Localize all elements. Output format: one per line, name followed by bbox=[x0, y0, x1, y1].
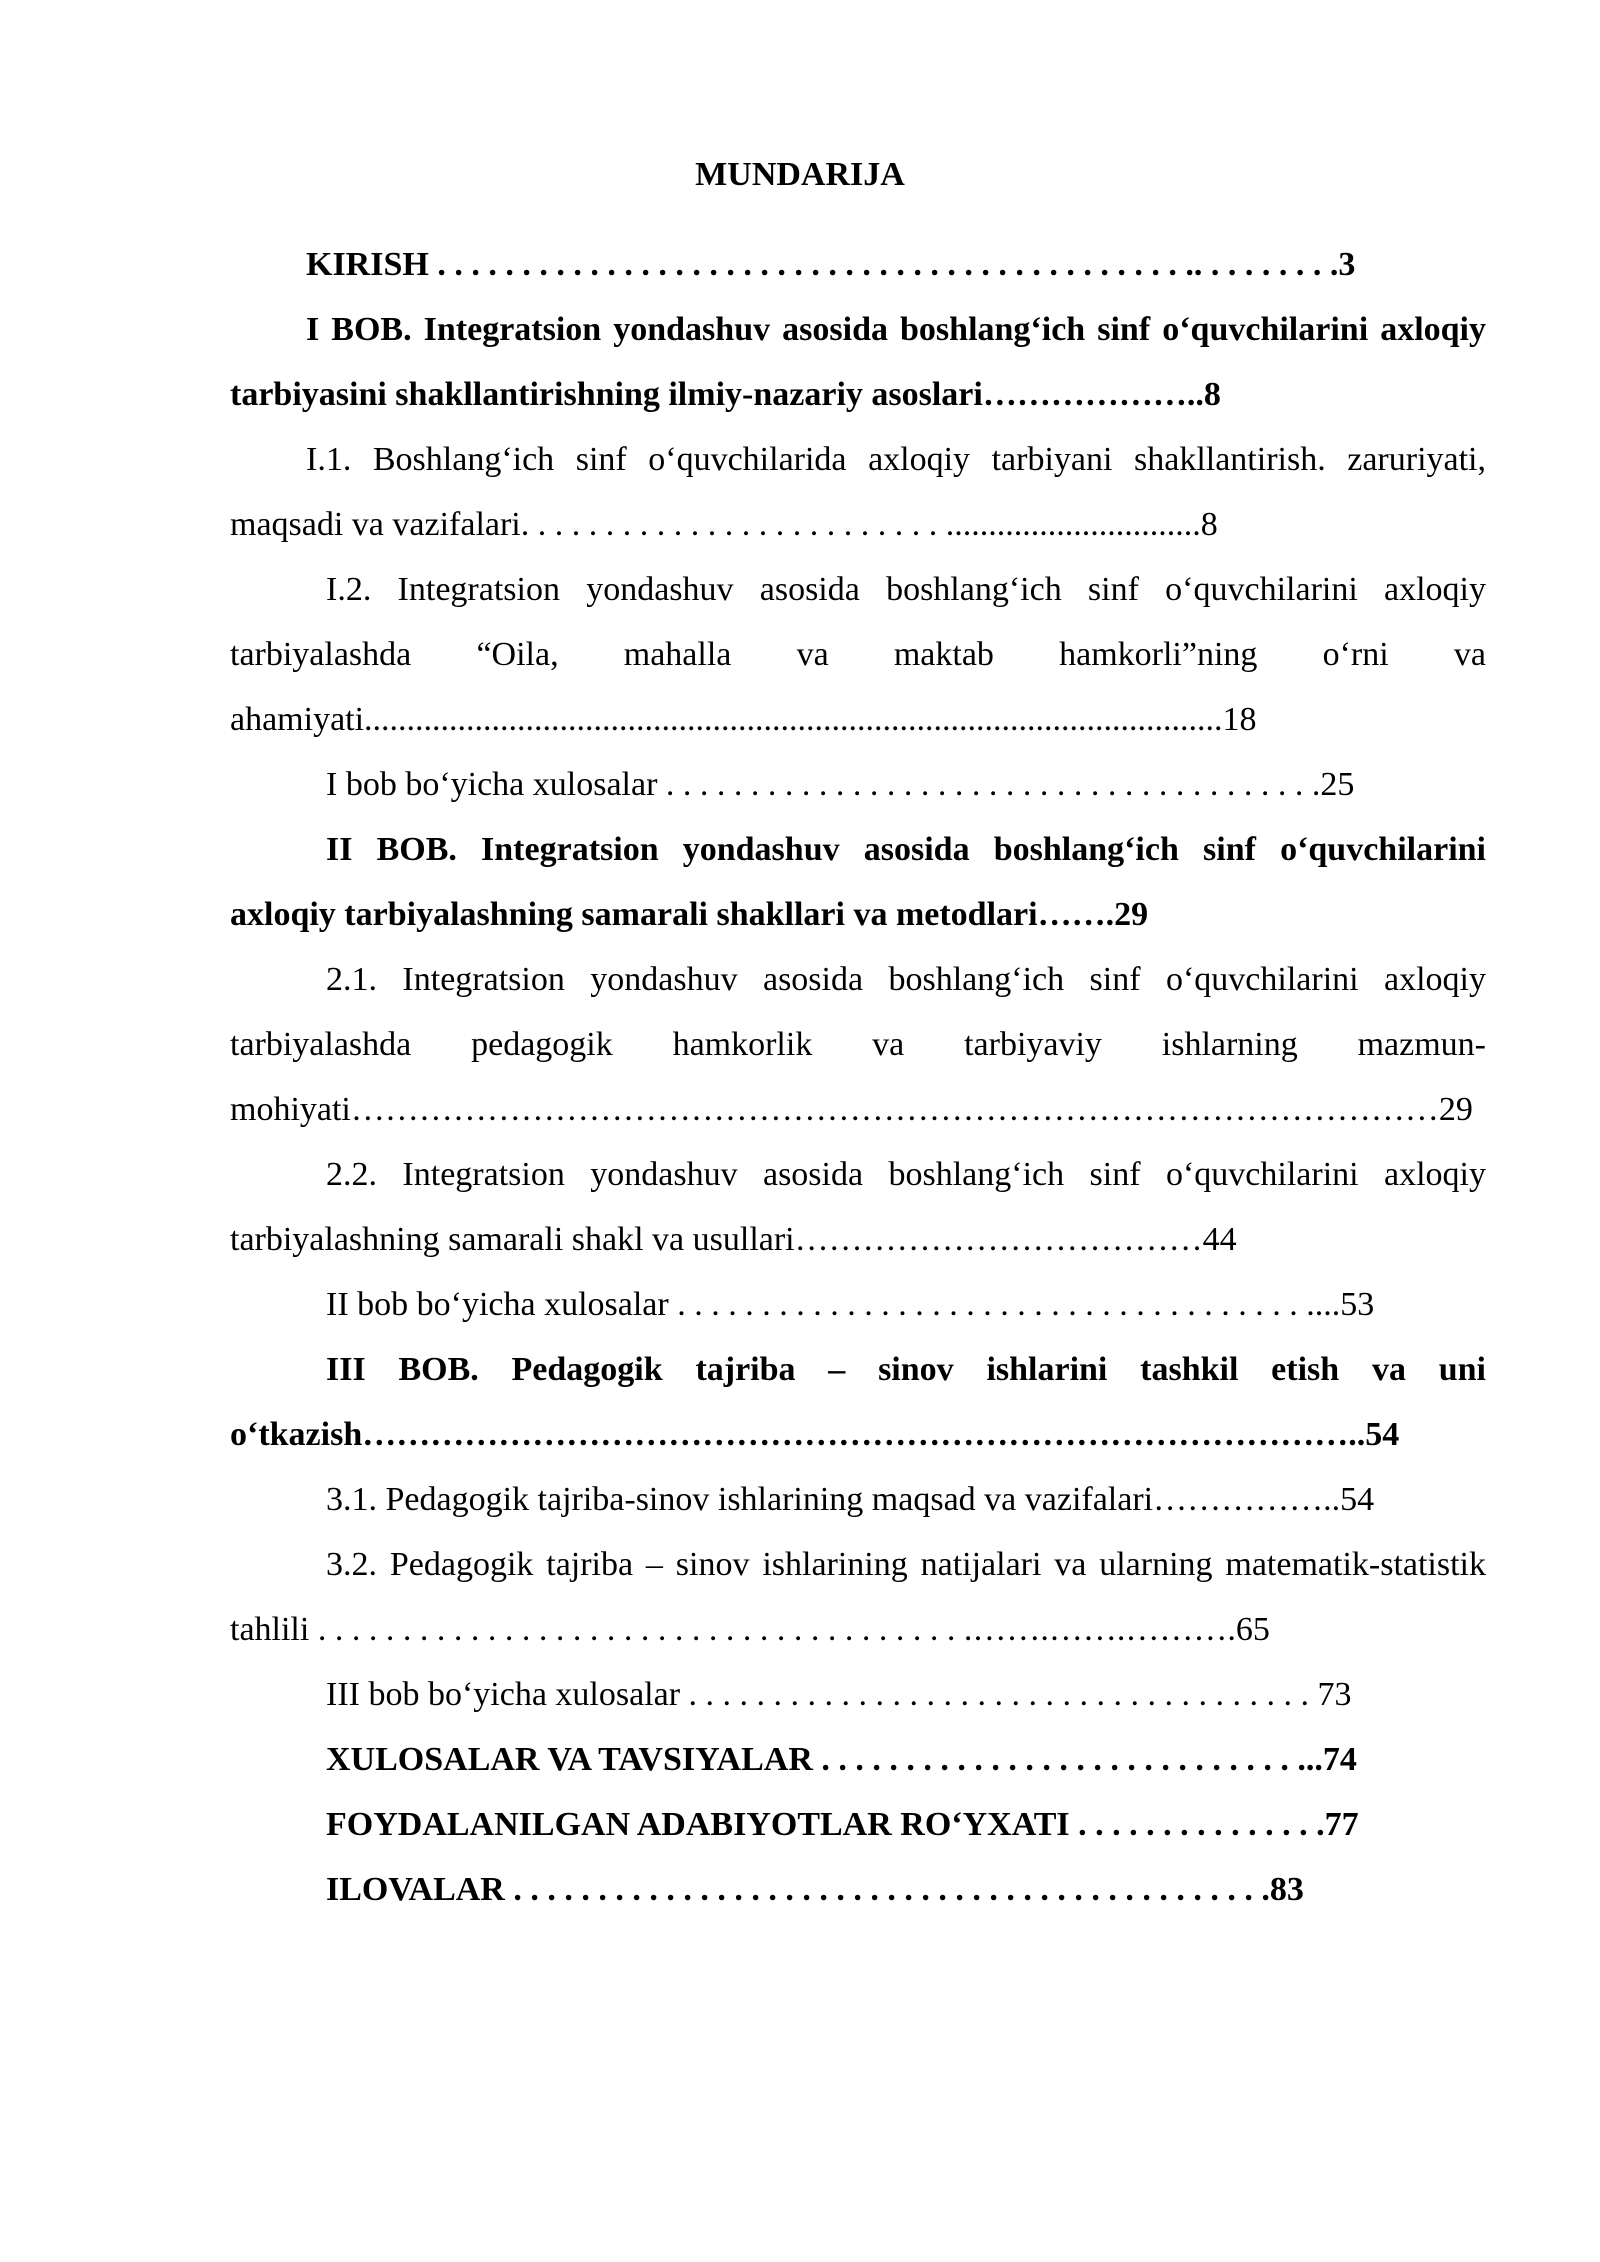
toc-entry-chapter-3-conclusions[interactable]: III bob bo‘yicha xulosalar . . . . . . . . . . . . . . . . . . . . . . . . . . . . . . . . . . . . . 73 bbox=[326, 1676, 1352, 1713]
toc-entry-section-2-2[interactable]: 2.2. Integratsion yondashuv asosida boshlang‘ich sinf o‘quvchilarini axloqiy tarbiyalashning samarali shakl va usullari………………………………44 bbox=[230, 1156, 1486, 1258]
toc-entry-references[interactable]: FOYDALANILGAN ADABIYOTLAR RO‘YXATI . . . . . . . . . . . . . . .77 bbox=[326, 1806, 1359, 1843]
toc-entry-appendices[interactable]: ILOVALAR . . . . . . . . . . . . . . . . . . . . . . . . . . . . . . . . . . . . . . . . . . . . .83 bbox=[326, 1871, 1304, 1908]
toc-entry-conclusions-recommendations[interactable]: XULOSALAR VA TAVSIYALAR . . . . . . . . . . . . . . . . . . . . . . . . . . . . ...74 bbox=[326, 1741, 1357, 1778]
toc-entry-section-1-1[interactable]: I.1. Boshlang‘ich sinf o‘quvchilarida axloqiy tarbiyani shakllantirish. zaruriyati, maqsadi va vazifalari. . . . . . . . . . . . . . . . . . . . . . . . . ..............................8 bbox=[230, 441, 1486, 543]
toc-entry-chapter-3[interactable]: III BOB. Pedagogik tajriba – sinov ishlarini tashkil etish va uni o‘tkazish……………………………………………………………………………..54 bbox=[230, 1351, 1486, 1453]
toc-entry-section-1-2[interactable]: I.2. Integratsion yondashuv asosida boshlang‘ich sinf o‘quvchilarini axloqiy tarbiyalashda “Oila, mahalla va maktab hamkorli”ning o‘rni va ahamiyati.....................................................................................................18 bbox=[230, 571, 1486, 738]
page-title: MUNDARIJA bbox=[695, 156, 905, 193]
toc-entry-chapter-1[interactable]: I BOB. Integratsion yondashuv asosida boshlang‘ich sinf o‘quvchilarini axloqiy tarbiyasini shakllantirishning ilmiy-nazariy asoslari………………..8 bbox=[230, 311, 1486, 413]
toc-entry-kirish[interactable]: KIRISH . . . . . . . . . . . . . . . . . . . . . . . . . . . . . . . . . . . . . . . . . . . . .. . . . . . . . .3 bbox=[306, 246, 1356, 283]
toc-entry-chapter-1-conclusions[interactable]: I bob bo‘yicha xulosalar . . . . . . . . . . . . . . . . . . . . . . . . . . . . . . . . . . . . . . .25 bbox=[326, 766, 1355, 803]
toc-entry-chapter-2-conclusions[interactable]: II bob bo‘yicha xulosalar . . . . . . . . . . . . . . . . . . . . . . . . . . . . . . . . . . . . . ....53 bbox=[326, 1286, 1375, 1323]
toc-entry-section-3-2[interactable]: 3.2. Pedagogik tajriba – sinov ishlarining natijalari va ularning matematik-statistik tahlili . . . . . . . . . . . . . . . . . . . . . . . . . . . . . . . . . . . . . . .…….…….……….65 bbox=[230, 1546, 1486, 1648]
toc-entry-section-2-1[interactable]: 2.1. Integratsion yondashuv asosida boshlang‘ich sinf o‘quvchilarini axloqiy tarbiyalashda pedagogik hamkorlik va tarbiyaviy ishlarning mazmun-mohiyati……………………………………………………………………………………29 bbox=[230, 961, 1486, 1128]
toc-entry-section-3-1[interactable]: 3.1. Pedagogik tajriba-sinov ishlarining maqsad va vazifalari……………..54 bbox=[326, 1481, 1375, 1518]
toc-entry-chapter-2[interactable]: II BOB. Integratsion yondashuv asosida boshlang‘ich sinf o‘quvchilarini axloqiy tarbiyalashning samarali shakllari va metodlari…….29 bbox=[230, 831, 1486, 933]
table-of-contents bbox=[230, 232, 1486, 1922]
